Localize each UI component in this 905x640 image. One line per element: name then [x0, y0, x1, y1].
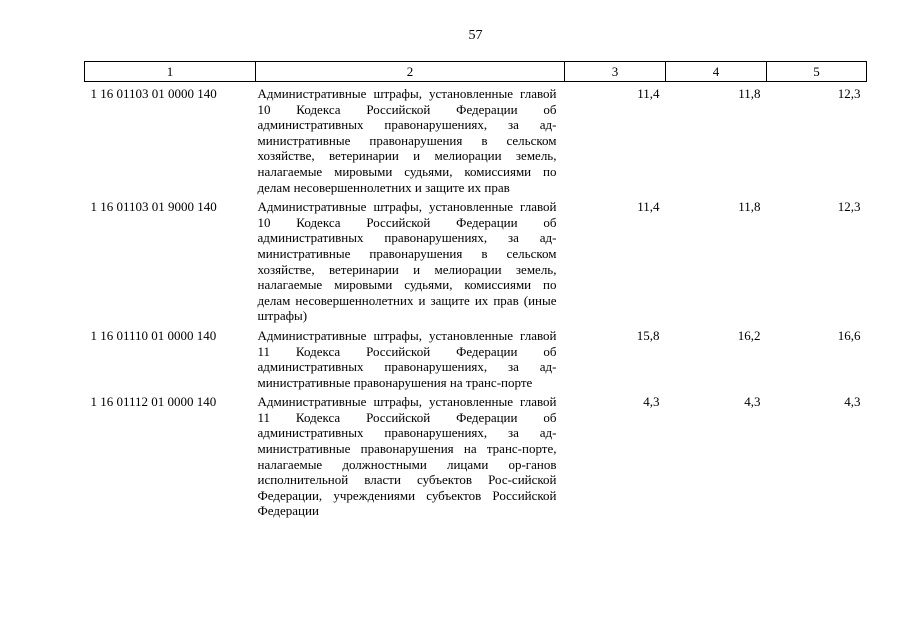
row-description: Административные штрафы, установленные главой 11 Кодекса Российской Федерации об административных правонарушениях, за ад-министративные правонарушения на транс-порте: [257, 327, 557, 390]
value-col-4: 4,3: [744, 394, 761, 410]
row-description: Административные штрафы, установленные главой 10 Кодекса Российской Федерации об административных правонарушениях, за ад-министративные правонарушения в сельском хозяйстве, ветеринарии и мелиорации земель, налагаемые мировыми судьями, комиссиями по делам несовершеннолетних и защите их прав (иные штрафы): [257, 199, 557, 324]
value-col-5: 16,6: [837, 327, 861, 343]
column-header-2: 2: [256, 62, 565, 82]
value-col-5: 12,3: [837, 199, 861, 215]
value-col-3: 11,4: [637, 86, 660, 101]
column-header-1: 1: [85, 62, 256, 82]
value-col-4: 11,8: [738, 199, 761, 215]
column-header-5: 5: [767, 62, 867, 82]
budget-code: 1 16 01103 01 9000 140: [90, 199, 217, 215]
table-header-row: [85, 62, 867, 82]
value-col-3: 11,4: [637, 199, 660, 215]
table-row: [85, 390, 867, 519]
page-number: 57: [468, 28, 483, 43]
budget-code: 1 16 01112 01 0000 140: [90, 394, 217, 410]
budget-code: 1 16 01103 01 0000 140: [90, 86, 217, 101]
value-col-5: 4,3: [844, 394, 861, 410]
budget-code: 1 16 01110 01 0000 140: [90, 327, 217, 343]
value-col-4: 11,8: [738, 86, 761, 101]
column-header-3: 3: [565, 62, 666, 82]
revenue-table: [84, 61, 867, 519]
value-col-4: 16,2: [737, 327, 761, 343]
table-row: [85, 324, 867, 390]
value-col-5: 12,3: [837, 86, 861, 101]
table-row: [85, 82, 867, 196]
row-description: Административные штрафы, установленные главой 10 Кодекса Российской Федерации об административных правонарушениях, за ад-министративные правонарушения в сельском хозяйстве, ветеринарии и мелиорации земель, налагаемые мировыми судьями, комиссиями по делам несовершеннолетних и защите их прав: [257, 86, 557, 195]
value-col-3: 4,3: [643, 394, 660, 410]
column-header-4: 4: [666, 62, 767, 82]
value-col-3: 15,8: [636, 327, 660, 343]
row-description: Административные штрафы, установленные главой 11 Кодекса Российской Федерации об административных правонарушениях, за ад-министративные правонарушения на транс-порте, налагаемые должностными лицами ор-ганов исполнительной власти субъектов Рос-сийской Федерации, учреждениями субъектов Российской Федерации: [257, 394, 557, 519]
table-row: [85, 195, 867, 324]
